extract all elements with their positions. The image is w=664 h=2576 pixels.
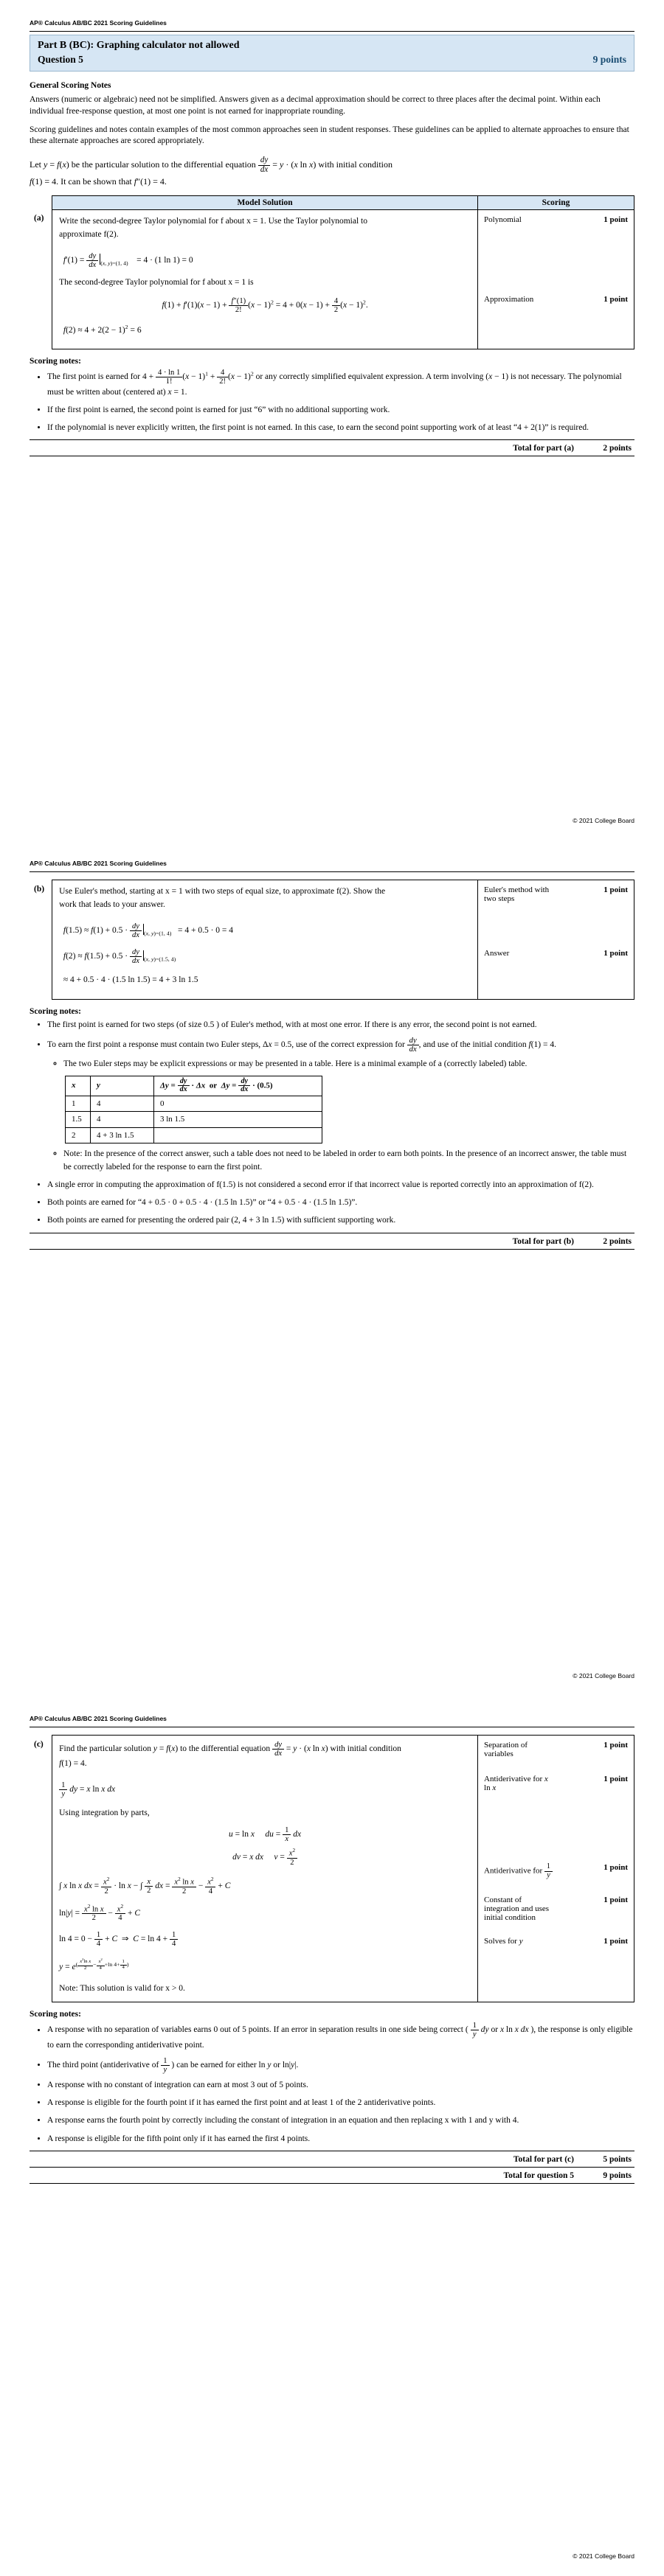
part-c-note-1: • The third point (antiderivative of $\frac{1}{y}$ ) can be earned for either ln y or ln|y|. bbox=[47, 2057, 634, 2074]
part-title: Part B (BC): Graphing calculator not allowed bbox=[38, 40, 240, 51]
euler-table-row bbox=[66, 1096, 322, 1112]
page-1 bbox=[0, 0, 664, 840]
general-notes-p2: Scoring guidelines and notes contain examples of the most common approaches seen in student responses. These guidelines can be applied to alternate approaches to ensure that these alternate approaches are scored appropriately. bbox=[30, 125, 629, 146]
question-total bbox=[30, 2168, 634, 2180]
part-a-notes bbox=[30, 369, 634, 434]
part-c-score-2-label: Antiderivative for x ln x bbox=[484, 1775, 548, 1792]
part-c-score-3 bbox=[484, 1863, 628, 1879]
question-total-points: 9 points bbox=[603, 2171, 632, 2180]
part-b-subnotes bbox=[47, 1058, 634, 1071]
general-scoring-notes bbox=[30, 80, 634, 147]
part-a-notes-heading: Scoring notes: bbox=[30, 357, 81, 366]
euler-r1-c2: 3 ln 1.5 bbox=[154, 1112, 322, 1128]
copyright-1: © 2021 College Board bbox=[573, 817, 634, 824]
euler-table-row bbox=[66, 1112, 322, 1128]
question-points: 9 points bbox=[592, 54, 626, 65]
part-b-subnote-1: ◦ The two Euler steps may be explicit expressions or may be presented in a table. Here is a minimal example of a (correctly labeled) table. bbox=[63, 1058, 634, 1071]
part-b-score-2-points: 1 point bbox=[604, 949, 628, 958]
part-b-note-0: • The first point is earned for two steps (of size 0.5 ) of Euler's method, with at most one error. If there is any error, the second point is not earned. bbox=[47, 1019, 634, 1031]
question-stem bbox=[30, 156, 634, 189]
question-total-label: Total for question 5 bbox=[503, 2171, 574, 2180]
scoring-table-a bbox=[30, 195, 634, 349]
stem-line-2: f(1) = 4. It can be shown that f″(1) = 4. bbox=[30, 176, 167, 187]
part-c-score-2 bbox=[484, 1775, 628, 1792]
part-b-score-2 bbox=[484, 949, 628, 958]
part-b-total-points: 2 points bbox=[603, 1236, 632, 1246]
part-b-score-1-points: 1 point bbox=[604, 885, 628, 894]
part-a-total-label: Total for part (a) bbox=[513, 444, 574, 453]
part-c-note-valid: Note: This solution is valid for x > 0. bbox=[59, 1983, 185, 1993]
part-c-eq-2a: u = ln x du = $\frac{1}{x}$ dx bbox=[229, 1826, 302, 1844]
part-b-prompt-1: Use Euler's method, starting at x = 1 with two steps of equal size, to approximate f(2). Show the bbox=[59, 887, 386, 896]
part-b-note-4: • Both points are earned for presenting the ordered pair (2, 4 + 3 ln 1.5) with sufficient supporting work. bbox=[47, 1214, 634, 1227]
part-b-note-2: • A single error in computing the approximation of f(1.5) is not considered a second error if that incorrect value is reported correctly into an approximation of f(2). bbox=[47, 1179, 634, 1191]
euler-r2-c2 bbox=[154, 1127, 322, 1143]
running-head-2: AP® Calculus AB/BC 2021 Scoring Guidelines bbox=[30, 860, 167, 867]
part-b-score-1 bbox=[484, 885, 628, 903]
part-c-score-4-label: Constant of integration and uses initial condition bbox=[484, 1896, 550, 1923]
part-a-note-2: • If the polynomial is never explicitly written, the first point is not earned. In this case, to earn the second point supporting work of at least “4 + 2(1)” is required. bbox=[47, 422, 634, 434]
part-c-eq-3: ∫ x ln x dx = $\frac{x^2}{2}$ · ln x − ∫ $\frac{x}{2}$ dx = $\frac{x^2 \ln x}{2}$ − $\frac{x^2}{4}$ + C bbox=[59, 1876, 231, 1896]
part-a-score-1-label: Polynomial bbox=[484, 215, 522, 224]
part-c-score-4 bbox=[484, 1896, 628, 1922]
part-c-note-3: • A response is eligible for the fourth point if it has earned the first point and at least 1 of the 2 antiderivative points. bbox=[47, 2097, 634, 2109]
part-b-prompt-2: work that leads to your answer. bbox=[59, 899, 165, 909]
running-head: AP® Calculus AB/BC 2021 Scoring Guidelines bbox=[30, 19, 167, 27]
part-c-score-5-points: 1 point bbox=[604, 1937, 628, 1946]
part-c-note-2: • A response with no constant of integration can earn at most 3 out of 5 points. bbox=[47, 2079, 634, 2092]
euler-r2-c0: 2 bbox=[66, 1127, 91, 1143]
part-b-solution bbox=[52, 880, 478, 1000]
euler-table bbox=[65, 1076, 322, 1144]
part-a-note-0: • The first point is earned for 4 + $\frac{4 \cdot \ln 1}{1!}$ $(x - 1)^1$ + $\frac{4}{2!}$ $(x - 1)^2$ or any correctly simplified equivalent expression. A term involving (x − 1) is not necessary. The polynomial must be written about (centered at) x = 1. bbox=[47, 369, 634, 398]
part-a-score-1-points: 1 point bbox=[604, 215, 628, 224]
part-c-eq-1: $\frac{1}{y}$ dy = x ln x dx bbox=[59, 1781, 471, 1798]
part-c-note-4: • A response earns the fourth point by correctly including the constant of integration in an equation and then replacing x with 1 and y with 4. bbox=[47, 2114, 634, 2127]
part-b-eq-3: ≈ 4 + 0.5 · 4 · (1.5 ln 1.5) = 4 + 3 ln 1.5 bbox=[59, 975, 198, 984]
header-model-solution: Model Solution bbox=[52, 195, 478, 209]
part-c-note-0: • A response with no separation of variables earns 0 out of 5 points. If an error in separation results in one side being correct ( $\frac{1}{y}$ dy or x ln x dx ), the response is only eligible to earn the corresponding antiderivative point. bbox=[47, 2022, 634, 2051]
part-a-eq-1: f′(1) = $\frac{dy}{dx}$ $_{(x, y)=(1, 4)}$ = 4 · (1 ln 1) = 0 bbox=[63, 251, 193, 269]
part-b-note-1: • To earn the first point a response must contain two Euler steps, Δx = 0.5, use of the correct expression for $\frac{dy}{dx}$ , and use of the initial condition f(1) = 4. ◦ The two Euler steps may be explicit expressions or may be presented in a table. Here is a minimal example of a (correctly labeled) table. x y Δy = $\frac{dy}{dx}$ · Δx or Δy = $\frac{dy}{dx}$ · (0.5) 1 4 0 1.5 4 3 ln 1.5 2 4 + 3 ln 1.5 ◦ Note: In the presence of the correct answer, such a table does not need to be labeled in order to earn both points. In the presence of an incorrect answer, the table must be correctly labeled for the response to earn the first point. bbox=[47, 1037, 634, 1174]
part-c-prompt-2: f(1) = 4. bbox=[59, 1759, 87, 1769]
part-a-note-1: • If the first point is earned, the second point is earned for just “6” with no additional supporting work. bbox=[47, 404, 634, 417]
euler-r0-c2: 0 bbox=[154, 1096, 322, 1112]
part-c-score-3-points: 1 point bbox=[604, 1863, 628, 1872]
question-total-rule-2 bbox=[30, 2183, 634, 2184]
general-notes-heading: General Scoring Notes bbox=[30, 81, 111, 90]
part-c-score-3-label: Antiderivative for $\frac{1}{y}$ bbox=[484, 1863, 553, 1879]
part-b-subnotes-2 bbox=[47, 1148, 634, 1174]
euler-col-y: y bbox=[91, 1076, 154, 1096]
scoring-table-c bbox=[30, 1735, 634, 2002]
euler-table-row bbox=[66, 1127, 322, 1143]
copyright-2: © 2021 College Board bbox=[573, 1672, 634, 1679]
copyright-3: © 2021 College Board bbox=[573, 2552, 634, 2560]
part-b-total-label: Total for part (b) bbox=[512, 1236, 574, 1246]
euler-col-x: x bbox=[66, 1076, 91, 1096]
part-a-eq-2: f(1) + f′(1)(x − 1) + $\frac{f''(1)}{2!}$ $(x - 1)^2 = 4 + 0(x - 1)$ + $\frac{4}{2}$ $(x - 1)^2$. bbox=[162, 296, 368, 314]
part-b-scoring bbox=[478, 880, 634, 1000]
part-b-notes bbox=[30, 1019, 634, 1228]
part-a-prompt-2: approximate f(2). bbox=[59, 229, 119, 239]
part-c-eq-6: $y = e^{( \frac{x^2\ln x}{2} - \frac{x^2}{4} +ln 4+ \frac{1}{4} )}$ bbox=[59, 1957, 129, 1972]
part-c-eq-5: ln 4 = 0 − $\frac{1}{4}$ + C ⇒ C = ln 4 + $\frac{1}{4}$ bbox=[59, 1931, 471, 1948]
page-3 bbox=[0, 1696, 664, 2576]
euler-table-header-row bbox=[66, 1076, 322, 1096]
header-rule bbox=[30, 31, 634, 32]
part-a-score-2 bbox=[484, 295, 628, 304]
part-c-label: (c) bbox=[34, 1739, 44, 1749]
euler-col-dy: Δy = $\frac{dy}{dx}$ · Δx or Δy = $\frac{dy}{dx}$ · (0.5) bbox=[154, 1076, 322, 1096]
page-2 bbox=[0, 840, 664, 1696]
part-a-score-2-label: Approximation bbox=[484, 294, 534, 304]
part-b-total bbox=[30, 1233, 634, 1246]
part-b-score-1-label: Euler's method with two steps bbox=[484, 885, 550, 903]
part-c-score-2-points: 1 point bbox=[604, 1775, 628, 1783]
part-c-note-5: • A response is eligible for the fifth point only if it has earned the first 4 points. bbox=[47, 2133, 634, 2145]
question-banner bbox=[30, 35, 634, 72]
part-b-eq-2: f(2) ≈ f(1.5) + 0.5 · $\frac{dy}{dx}$ $_{(x, y)=(1.5, 4)}$ bbox=[63, 947, 176, 965]
part-b-score-2-label: Answer bbox=[484, 949, 510, 958]
euler-r1-c0: 1.5 bbox=[66, 1112, 91, 1128]
part-a-total-points: 2 points bbox=[603, 444, 632, 453]
part-a-eq-3: $f(2) \approx 4 + 2(2 - 1)^2 = 6$ bbox=[63, 323, 142, 335]
general-notes-p1: Answers (numeric or algebraic) need not be simplified. Answers given as a decimal approximation should be correct to three places after the decimal point. Within each individual free-response question, at most one point is not earned for inappropriate rounding. bbox=[30, 94, 601, 116]
part-c-score-4-points: 1 point bbox=[604, 1896, 628, 1905]
part-c-prompt-1: Find the particular solution y = f(x) to the differential equation $\frac{dy}{dx}$ = y · (x ln x) with initial condition bbox=[59, 1741, 401, 1758]
part-c-total-label: Total for part (c) bbox=[513, 2154, 574, 2164]
part-b-note-3: • Both points are earned for “4 + 0.5 · 0 + 0.5 · 4 · (1.5 ln 1.5)” or “4 + 0.5 · 4 · (1.5 ln 1.5)”. bbox=[47, 1197, 634, 1209]
part-a-total bbox=[30, 440, 634, 453]
stem-line-1: Let y = f(x) be the particular solution to the differential equation $\frac{dy}{dx}$ = y · (x ln x) with initial condition bbox=[30, 156, 392, 174]
part-a-text-1: The second-degree Taylor polynomial for f about x = 1 is bbox=[59, 277, 254, 287]
part-c-solution bbox=[52, 1736, 478, 2002]
part-c-score-5-label: Solves for y bbox=[484, 1937, 523, 1946]
part-b-subnote-2: ◦ Note: In the presence of the correct answer, such a table does not need to be labeled in order to earn both points. In the presence of an incorrect answer, the table must be correctly labeled for the response to earn the first point. bbox=[63, 1148, 634, 1174]
part-a-scoring bbox=[478, 209, 634, 349]
part-a-solution bbox=[52, 209, 478, 349]
part-a-label: (a) bbox=[34, 214, 44, 223]
part-c-score-5 bbox=[484, 1937, 628, 1946]
part-b-notes-heading: Scoring notes: bbox=[30, 1006, 81, 1016]
part-a-score-2-points: 1 point bbox=[604, 294, 628, 304]
part-c-eq-4: ln|y| = $\frac{x^2 \ln x}{2}$ − $\frac{x^2}{4}$ + C bbox=[59, 1903, 141, 1923]
part-c-scoring bbox=[478, 1736, 634, 2002]
header-rule-2 bbox=[30, 871, 634, 872]
part-a-prompt-1: Write the second-degree Taylor polynomial for f about x = 1. Use the Taylor polynomial to bbox=[59, 216, 367, 226]
part-c-text-1: Using integration by parts, bbox=[59, 1809, 150, 1818]
running-head-3: AP® Calculus AB/BC 2021 Scoring Guidelines bbox=[30, 1715, 167, 1722]
part-c-score-1-label: Separation of variables bbox=[484, 1741, 528, 1758]
euler-r2-c1: 4 + 3 ln 1.5 bbox=[91, 1127, 154, 1143]
part-c-total-points: 5 points bbox=[603, 2154, 632, 2164]
euler-r0-c0: 1 bbox=[66, 1096, 91, 1112]
part-b-total-rule-2 bbox=[30, 1249, 634, 1250]
part-a-score-1 bbox=[484, 215, 628, 224]
part-b-eq-1: f(1.5) ≈ f(1) + 0.5 · $\frac{dy}{dx}$ $_{(x, y)=(1, 4)}$ = 4 + 0.5 · 0 = 4 bbox=[63, 922, 234, 939]
part-c-eq-2b: dv = x dx v = $\frac{x^2}{2}$ bbox=[59, 1848, 471, 1867]
part-c-notes-heading: Scoring notes: bbox=[30, 2010, 81, 2019]
part-c-score-1 bbox=[484, 1741, 628, 1758]
question-number: Question 5 bbox=[38, 54, 83, 65]
header-scoring: Scoring bbox=[478, 195, 634, 209]
part-b-label: (b) bbox=[34, 884, 45, 894]
part-c-total bbox=[30, 2151, 634, 2164]
euler-r0-c1: 4 bbox=[91, 1096, 154, 1112]
part-c-score-1-points: 1 point bbox=[604, 1741, 628, 1750]
part-c-notes bbox=[30, 2022, 634, 2145]
euler-r1-c1: 4 bbox=[91, 1112, 154, 1128]
scoring-table-b bbox=[30, 880, 634, 1000]
